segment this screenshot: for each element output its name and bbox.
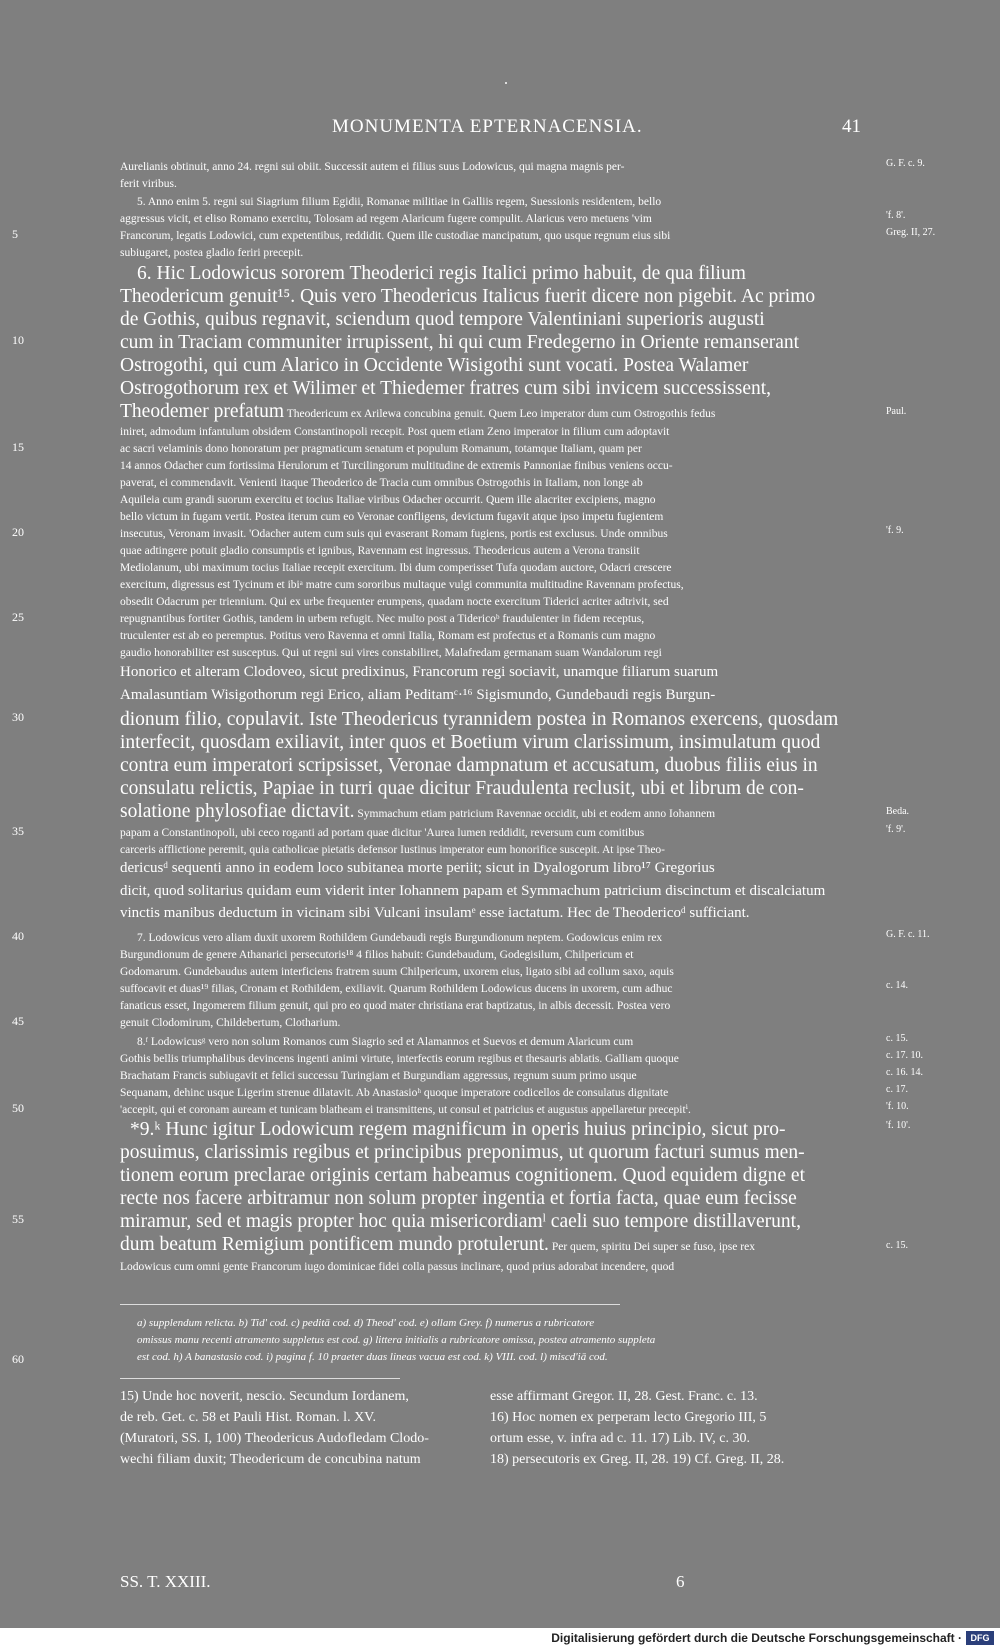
text-line — [120, 756, 818, 776]
text-line — [120, 905, 750, 921]
text-line-content: exercitum, digressus est Tycinum et ibiᵃ matre cum sororibus multaque vulgi communita multitudine Ravennam profectus, — [120, 579, 684, 591]
margin-reference: 'f. 9'. — [886, 824, 906, 835]
text-line — [120, 1050, 679, 1066]
sheet-number: 6 — [676, 1572, 685, 1591]
text-line — [120, 525, 668, 541]
text-line — [120, 576, 684, 592]
text-line-smalltail: Theodericum ex Arilewa concubina genuit. Quem Leo imperator dum cum Ostrogothis fedus — [284, 408, 716, 420]
margin-reference: c. 14. — [886, 980, 908, 991]
footnote-left-line: 15) Unde hoc noverit, nescio. Secundum Iordanem, — [120, 1389, 409, 1404]
text-line — [120, 1166, 805, 1186]
margin-reference: 'f. 8'. — [886, 210, 906, 221]
text-line — [120, 175, 177, 191]
text-line — [120, 610, 644, 626]
text-line-content: subiugaret, postea gladio feriri precepit. — [120, 247, 304, 259]
apparatus-line: omissus manu recenti atramento suppletus est cod. g) littera initialis a rubricatore omissa, postea atramento suppleta — [137, 1334, 656, 1346]
margin-reference: c. 15. — [886, 1240, 908, 1251]
text-line — [120, 687, 715, 703]
text-line — [120, 860, 715, 876]
line-number: 10 — [12, 333, 24, 347]
text-line-content: tionem eorum preclarae originis certam habeamus cognitionem. Quod equidem digne et — [120, 1165, 805, 1186]
text-line — [137, 1033, 633, 1049]
apparatus-line: a) supplendum relicta. b) Tid' cod. c) peditā cod. d) Theod' cod. e) ollam Grey. f) numerus a rubricatore — [137, 1317, 595, 1329]
running-header — [0, 116, 1000, 144]
text-line — [120, 593, 669, 609]
text-line — [120, 1258, 674, 1274]
apparatus-divider — [120, 1304, 620, 1305]
text-line — [120, 402, 715, 422]
text-line-content: *9.ᵏ Hunc igitur Lodowicum regem magnificum in operis huius principio, sicut pro- — [130, 1119, 786, 1140]
text-line — [120, 474, 643, 490]
text-line — [120, 824, 644, 840]
text-line-content: 'accepit, qui et coronam auream et tunicam blatheam ei transmittens, ut consul et patricius et augustus appellaretur precepitⁱ. — [120, 1104, 691, 1116]
text-line — [120, 946, 633, 962]
text-line — [120, 779, 804, 799]
text-line-content: de Gothis, quibus regnavit, sciendum quod tempore Valentiniani superioris augusti — [120, 309, 765, 330]
margin-reference: G. F. c. 11. — [886, 929, 930, 940]
credit-bar — [0, 1628, 1000, 1648]
text-line-content: dionum filio, copulavit. Iste Theodericus tyrannidem postea in Romanos exercens, quosdam — [120, 709, 839, 730]
text-line-content: 8.ᶠ Lodowicusᵍ vero non solum Romanos cum Siagrio sed et Alamannos et Suevos et demum Alaricum cum — [137, 1036, 634, 1048]
text-line-content: Theodemer prefatum — [120, 401, 285, 422]
text-line — [137, 193, 661, 209]
text-line — [120, 802, 715, 822]
text-line — [120, 379, 771, 399]
text-line-content: Honorico et alteram Clodoveo, sicut predixinus, Francorum regi sociavit, unamque filiarum suarum — [120, 664, 719, 680]
text-line-content: miramur, sed et magis propter hoc quia misericordiamˡ caeli suo tempore distillaverunt, — [120, 1211, 801, 1232]
margin-reference: 'f. 10'. — [886, 1120, 911, 1131]
text-line-content: ac sacri velaminis dono honoratum per pragmaticum senatum et populum Romanum, totamque Italiam, quam per — [120, 443, 642, 455]
text-line-content: quae adtingere potuit gladio consumptis et ignibus, Ravennam est ingressus. Theodericus autem a Verona transiit — [120, 545, 640, 557]
text-line-content: iniret, admodum infantulum obsidem Constantinopoli recepit. Post quem etiam Zeno imperator in filium cum adoptavit — [120, 426, 670, 438]
text-line — [120, 227, 670, 243]
text-line-content: Aquileia cum grandi suorum exercitu et tocius Italiae viribus Odacher occurrit. Quem ille alacriter excipiens, magno — [120, 494, 656, 506]
text-line-content: dericusᵈ sequenti anno in eodem loco subitanea morte periit; sicut in Dyalogorum libro¹⁷ Gregorius — [120, 860, 715, 876]
text-line-content: 14 annos Odacher cum fortissima Herulorum et Turcilingorum multitudine de extremis Pannoniae finibus veniens occu- — [120, 460, 673, 472]
line-number: 30 — [12, 710, 24, 724]
page-number: 41 — [842, 116, 861, 137]
text-line — [120, 356, 748, 376]
text-line-content: Amalasuntiam Wisigothorum regi Erico, aliam Peditamᶜ·¹⁶ Sigismundo, Gundebaudi regis Burgun- — [120, 687, 716, 703]
text-line — [120, 310, 765, 330]
text-line-content: aggressus vicit, et eliso Romano exercitu, Tolosam ad regem Alaricum fugere compulit. Alaricus vero metuens 'vim — [120, 213, 652, 225]
text-line — [120, 1143, 805, 1163]
text-line-content: recte nos facere arbitramur non solum propter ingentia et fortia facta, quae eum fecisse — [120, 1188, 797, 1209]
text-line-content: ferit viribus. — [120, 178, 177, 190]
text-line — [120, 1084, 668, 1100]
text-line-content: Theodericum genuit¹⁵. Quis vero Theodericus Italicus fuerit dicere non pigebit. Ac primo — [120, 286, 816, 307]
footnote-left-line: de reb. Get. c. 58 et Pauli Hist. Roman. l. XV. — [120, 1410, 376, 1425]
text-line-content: Gothis bellis triumphalibus devincens ingenti animi virtute, interfectis eorum regibus et thesauris ablatis. Galliam quoque — [120, 1053, 679, 1065]
text-line — [120, 491, 656, 507]
text-line — [120, 457, 673, 473]
text-line — [120, 980, 672, 996]
dfg-logo: DFG — [966, 1631, 994, 1645]
text-line-content: carceris afflictione peremit, quia catholicae pietatis defensor Iustinus imperator eum honorifice suscepit. At ipse Theo- — [120, 844, 665, 856]
margin-reference: c. 17. — [886, 1084, 908, 1095]
margin-reference: c. 15. — [886, 1033, 908, 1044]
text-line — [120, 423, 669, 439]
line-number: 55 — [12, 1212, 24, 1226]
sheet-signature: SS. T. XXIII. — [120, 1572, 211, 1591]
line-number: 50 — [12, 1101, 24, 1115]
text-line — [137, 929, 662, 945]
text-line — [120, 1101, 691, 1117]
margin-reference: c. 17. 10. — [886, 1050, 923, 1061]
footnote-left-line: wechi filiam duxit; Theodericum de concubina natum — [120, 1452, 421, 1467]
line-number: 20 — [12, 525, 24, 539]
line-number: 5 — [12, 227, 18, 241]
text-line — [120, 963, 674, 979]
footnote-left-line: (Muratori, SS. I, 100) Theodericus Audofledam Clodo- — [120, 1431, 429, 1446]
text-line-content: vinctis manibus deductum in vicinam sibi Vulcani insulamᵉ esse iactatum. Hec de Theodericoᵈ sufficiant. — [120, 905, 750, 921]
margin-reference: 'f. 10. — [886, 1101, 909, 1112]
text-line-content: 5. Anno enim 5. regni sui Siagrium filium Egidii, Romanae militiae in Galliis regem, Suessionis residentem, bello — [137, 196, 662, 208]
line-number: 40 — [12, 929, 24, 943]
text-line-content: 6. Hic Lodowicus sororem Theoderici regis Italici primo habuit, de qua filium — [137, 263, 746, 284]
text-line-content: posuimus, clarissimis regibus et principibus preponimus, ut quorum facturi sumus men- — [120, 1142, 805, 1163]
text-line-content: interfecit, quosdam exiliavit, inter quos et Boetium virum clarissimum, insimulatum quod — [120, 732, 821, 753]
text-line — [120, 333, 799, 353]
text-line — [120, 710, 838, 730]
margin-reference: G. F. c. 9. — [886, 158, 925, 169]
line-number: 15 — [12, 440, 24, 454]
text-line-content: contra eum imperatori scripsisset, Veronae dampnatum et accusatum, duobus filiis eius in — [120, 755, 818, 776]
text-line-content: paverat, ei commendavit. Venienti itaque Theoderico de Tracia cum omnibus Ostrogothis in Italiam, non longe ab — [120, 477, 643, 489]
text-line — [120, 841, 665, 857]
text-line — [120, 664, 718, 680]
margin-reference: Greg. II, 27. — [886, 227, 936, 238]
text-line-content: papam a Constantinopoli, ubi ceco roganti ad portam quae dicitur 'Aurea lumen reddidit, reversum cum comitibus — [120, 827, 645, 839]
footnote-right-line: 18) persecutoris ex Greg. II, 28. 19) Cf. Greg. II, 28. — [490, 1452, 785, 1467]
text-line-content: Ostrogothi, qui cum Alarico in Occidente Wisigothi sunt vocati. Postea Walamer — [120, 355, 749, 376]
text-line-content: consulatu relictis, Papiae in turri quae dicitur Fraudulenta reclusit, ubi et librum de con- — [120, 778, 804, 799]
line-number: 60 — [12, 1352, 24, 1366]
text-line-content: cum in Traciam communiter irrupissent, hi qui cum Fredegerno in Oriente remanserant — [120, 332, 800, 353]
text-line-content: gaudio honorabiliter est susceptus. Qui ut regni sui vires constabiliret, Malafredam germanam suam Wandalorum regi — [120, 647, 662, 659]
text-line — [120, 287, 815, 307]
text-line — [120, 210, 652, 226]
text-line-content: dum beatum Remigium pontificem mundo protulerunt. — [120, 1234, 549, 1255]
text-line — [120, 1235, 755, 1255]
text-line — [120, 1189, 797, 1209]
margin-reference: Paul. — [886, 406, 907, 417]
text-line — [120, 1212, 801, 1232]
text-line-content: suffocavit et duas¹⁹ filias, Cronam et Rothildem, exiliavit. Quarum Rothildem Lodowicus ducens in uxorem, cum adhuc — [120, 983, 673, 995]
text-line — [120, 559, 672, 575]
line-number: 25 — [12, 610, 24, 624]
text-line — [120, 158, 624, 174]
page-speck — [505, 82, 507, 84]
text-line — [120, 440, 642, 456]
text-line-content: Burgundionum de genere Athanarici persecutoris¹⁸ 4 filios habuit: Gundebaudum, Godegisilum, Chilpericum et — [120, 949, 634, 961]
text-line — [120, 244, 303, 260]
notes-divider — [120, 1378, 400, 1379]
footnote-right-line: ortum esse, v. infra ad c. 11. 17) Lib. IV, c. 30. — [490, 1431, 750, 1446]
text-line — [120, 644, 662, 660]
text-line — [130, 1120, 786, 1140]
text-line-content: truculenter est ab eo peremptus. Potitus vero Ravenna et omni Italia, Romam est profectus et a Romanis cum magno — [120, 630, 656, 642]
text-line-content: dicit, quod solitarius quidam eum viderit inter Iohannem papam et Symmachum patricium discinctum et discalciatum — [120, 883, 826, 899]
text-line-content: Lodowicus cum omni gente Francorum iugo dominicae fidei colla passus inclinare, quod prius adorabat incendere, quod — [120, 1261, 675, 1273]
text-line-content: 7. Lodowicus vero aliam duxit uxorem Rothildem Gundebaudi regis Burgundionum neptem. Godowicus enim rex — [137, 932, 663, 944]
text-line-content: Sequanam, dehinc usque Ligerim strenue dilatavit. Ab Anastasioʰ quoque imperatore codicellos de consulatus dignitate — [120, 1087, 669, 1099]
footnote-right-line: 16) Hoc nomen ex perperam lecto Gregorio III, 5 — [490, 1410, 767, 1425]
text-line — [120, 627, 655, 643]
footnote-right-line: esse affirmant Gregor. II, 28. Gest. Franc. c. 13. — [490, 1389, 758, 1404]
text-line — [137, 264, 746, 284]
text-line — [120, 1067, 637, 1083]
text-line — [120, 542, 640, 558]
text-line-content: fanaticus esset, Ingomerem filium genuit, qui pro eo quod mater christiana erat baptizatus, in albis decessit. Postea vero — [120, 1000, 671, 1012]
text-line-content: obsedit Odacrum per triennium. Qui ex urbe frequenter erumpens, quadam nocte exercitum Tiderici acriter adtrivit, sed — [120, 596, 669, 608]
margin-reference: Beda. — [886, 806, 910, 817]
line-number: 45 — [12, 1014, 24, 1028]
text-line-content: Mediolanum, ubi maximum tocius Italiae recepit exercitum. Ibi dum comperisset Tufa quodam auctore, Odacri crescere — [120, 562, 672, 574]
margin-reference: 'f. 9. — [886, 525, 904, 536]
text-line-content: Brachatam Francis subiugavit et felici successu Turingiam et Burgundiam aggressus, regnum suum primo usque — [120, 1070, 637, 1082]
apparatus-line: est cod. h) A banastasio cod. i) pagina f. 10 praeter duas lineas vacua est cod. k) VIII. cod. l) miscd'iā cod. — [137, 1351, 608, 1363]
text-line-content: insecutus, Veronam invasit. 'Odacher autem cum suis qui evaserant Romam fugiens, portis est exclusus. Unde omnibus — [120, 528, 668, 540]
credit-text: Digitalisierung gefördert durch die Deutsche Forschungsgemeinschaft · — [551, 1631, 962, 1645]
text-line-content: Ostrogothorum rex et Wilimer et Thiedemer fratres cum sibi invicem successissent, — [120, 378, 772, 399]
text-line-content: repugnantibus fortiter Gothis, tandem in urbem refugit. Nec multo post a Tidericoᵇ fraudulenter in fidem receptus, — [120, 613, 645, 625]
text-line-content: genuit Clodomirum, Childebertum, Clotharium. — [120, 1017, 341, 1029]
text-line-content: Aurelianis obtinuit, anno 24. regni sui obiit. Successit autem ei filius suus Lodowicus, qui magna magnis per- — [120, 161, 625, 173]
text-line-smalltail: Per quem, spiritu Dei super se fuso, ipse rex — [548, 1241, 755, 1253]
text-line — [120, 1014, 340, 1030]
text-line — [120, 508, 663, 524]
running-title: MONUMENTA EPTERNACENSIA. — [332, 116, 643, 137]
margin-reference: c. 16. 14. — [886, 1067, 923, 1078]
text-line — [120, 883, 825, 899]
text-line-smalltail: Symmachum etiam patricium Ravennae occidit, ubi et eodem anno Iohannem — [354, 808, 716, 820]
text-line-content: bello victum in fugam vertit. Postea iterum cum eo Veronae confligens, devictum fugavit atque ipso impetu fugientem — [120, 511, 664, 523]
text-line — [120, 997, 670, 1013]
text-line-content: Francorum, legatis Lodowici, cum expetentibus, reddidit. Quem ille custodiae mancipatum, quo usque regnum eius sibi — [120, 230, 671, 242]
text-line — [120, 733, 820, 753]
line-number: 35 — [12, 824, 24, 838]
text-line-content: solatione phylosofiae dictavit. — [120, 801, 355, 822]
text-line-content: Godomarum. Gundebaudus autem interficiens fratrem suum Chilpericum, uxorem eius, ligato sibi ad collum saxo, aquis — [120, 966, 674, 978]
